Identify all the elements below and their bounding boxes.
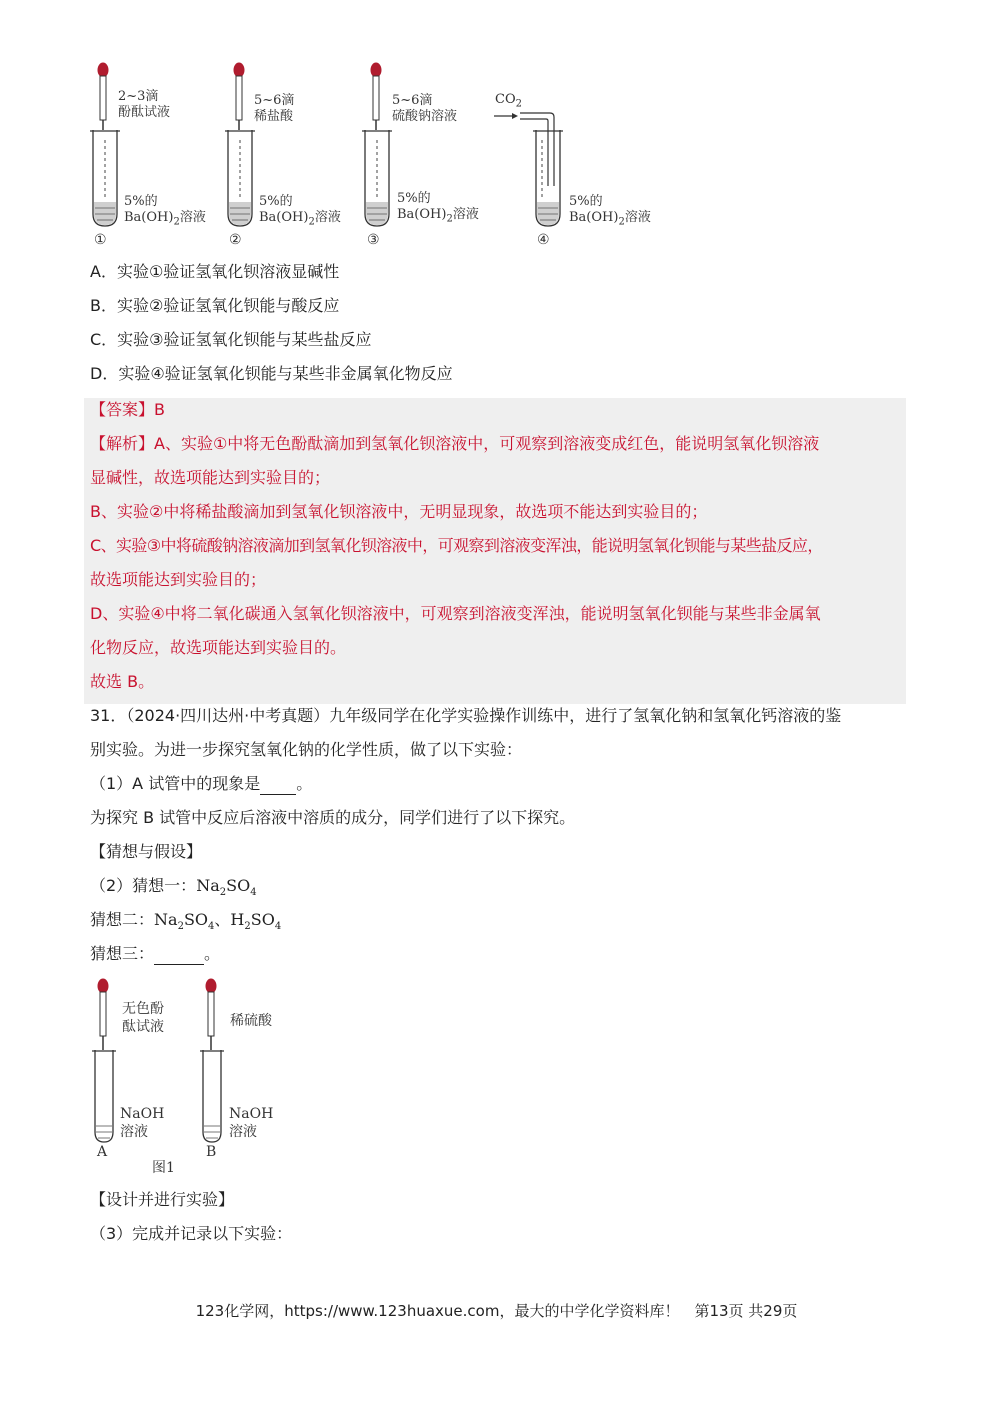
tubeA-label: A [97, 1144, 108, 1160]
test-tube-icon [362, 130, 392, 228]
design-heading: 【设计并进行实验】 [90, 1190, 235, 1209]
tube1-pct-label: 5%的 [124, 194, 158, 209]
tube1-solution-label: $Ba(OH)_2$溶液 [124, 210, 206, 228]
test-tube-icon [200, 1050, 224, 1144]
option-c: C．实验③验证氢氧化钡能与某些盐反应 [90, 330, 372, 349]
q31-stem-line-1: 31．（2024·四川达州·中考真题）九年级同学在化学实验操作训练中，进行了氢氧化钠和氢氧化钙溶液的鉴 [90, 706, 842, 725]
page-footer: 123化学网，https://www.123huaxue.com，最大的中学化学资料库！ 第13页 共29页 [195, 1302, 798, 1320]
answer-line: 【答案】B [90, 400, 165, 419]
figure-caption: 图1 [152, 1160, 175, 1176]
q31-intro: 为探究 B 试管中反应后溶液中溶质的成分，同学们进行了以下探究。 [90, 808, 576, 827]
tubeB-label: B [206, 1144, 217, 1160]
tube1-number: ① [94, 232, 107, 248]
dropper-icon [96, 978, 110, 1054]
tube4-solution-label: $Ba(OH)_2$溶液 [569, 210, 651, 228]
dropper-icon [369, 62, 383, 138]
analysis-line-6: D、实验④中将二氧化碳通入氢氧化钡溶液中，可观察到溶液变浑浊，能说明氢氧化钡能与某些非金属氧 [90, 604, 821, 623]
hypothesis-heading: 【猜想与假设】 [90, 842, 203, 861]
tube4-pct-label: 5%的 [569, 194, 603, 209]
tube3-pct-label: 5%的 [397, 191, 431, 206]
q31-part1: （1）A 试管中的现象是 。 [90, 774, 313, 793]
test-tube-icon [533, 130, 563, 228]
test-tube-icon [225, 130, 255, 228]
tube3-solution-label: $Ba(OH)_2$溶液 [397, 207, 479, 225]
analysis-line-1: 【解析】A、实验①中将无色酚酞滴加到氢氧化钡溶液中，可观察到溶液变成红色，能说明氢氧化钡溶液 [90, 434, 820, 453]
tube2-number: ② [229, 232, 242, 248]
tube1-reagent-label: 2~3滴 酚酞试液 [118, 89, 171, 120]
dropper-icon [232, 62, 246, 138]
tube2-reagent-label: 5~6滴 稀盐酸 [254, 93, 295, 124]
option-a: A．实验①验证氢氧化钡溶液显碱性 [90, 262, 340, 281]
dropper-icon [96, 62, 110, 138]
tube3-number: ③ [367, 232, 380, 248]
tube2-solution-label: $Ba(OH)_2$溶液 [259, 210, 341, 228]
analysis-line-5: 故选项能达到实验目的； [90, 570, 267, 589]
option-d: D．实验④验证氢氧化钡能与某些非金属氧化物反应 [90, 364, 453, 383]
hypothesis-3: 猜想三： 。 [90, 944, 221, 963]
q31-stem-line-2: 别实验。为进一步探究氢氧化钠的化学性质，做了以下实验： [90, 740, 523, 759]
tubeB-solution-label: NaOH 溶液 [229, 1106, 274, 1140]
tube4-number: ④ [537, 232, 550, 248]
test-tube-icon [92, 1050, 116, 1144]
tubeB-reagent-label: 稀硫酸 [230, 1013, 272, 1029]
option-b: B．实验②验证氢氧化钡能与酸反应 [90, 296, 340, 315]
analysis-line-7: 化物反应，故选项能达到实验目的。 [90, 638, 347, 657]
analysis-line-2: 显碱性，故选项能达到实验目的； [90, 468, 331, 487]
hypothesis-2: 猜想二：$Na_2SO_4$、$H_2SO_4$ [90, 910, 282, 933]
tubeA-reagent-label: 无色酚 酞试液 [122, 1001, 164, 1035]
tube2-pct-label: 5%的 [259, 194, 293, 209]
q31-part3: （3）完成并记录以下实验： [90, 1224, 293, 1243]
tube3-reagent-label: 5~6滴 硫酸钠溶液 [392, 93, 458, 124]
hypothesis-1: （2）猜想一：$Na_2SO_4$ [90, 876, 257, 899]
analysis-line-8: 故选 B。 [90, 672, 155, 691]
analysis-line-3: B、实验②中将稀盐酸滴加到氢氧化钡溶液中，无明显现象，故选项不能达到实验目的； [90, 502, 708, 521]
analysis-line-4: C、实验③中将硫酸钠溶液滴加到氢氧化钡溶液中，可观察到溶液变浑浊，能说明氢氧化钡能与某些盐反应， [90, 536, 823, 555]
dropper-icon [204, 978, 218, 1054]
test-tube-icon [90, 130, 120, 228]
co2-label: $CO_2$ [495, 92, 522, 110]
tubeA-solution-label: NaOH 溶液 [120, 1106, 165, 1140]
